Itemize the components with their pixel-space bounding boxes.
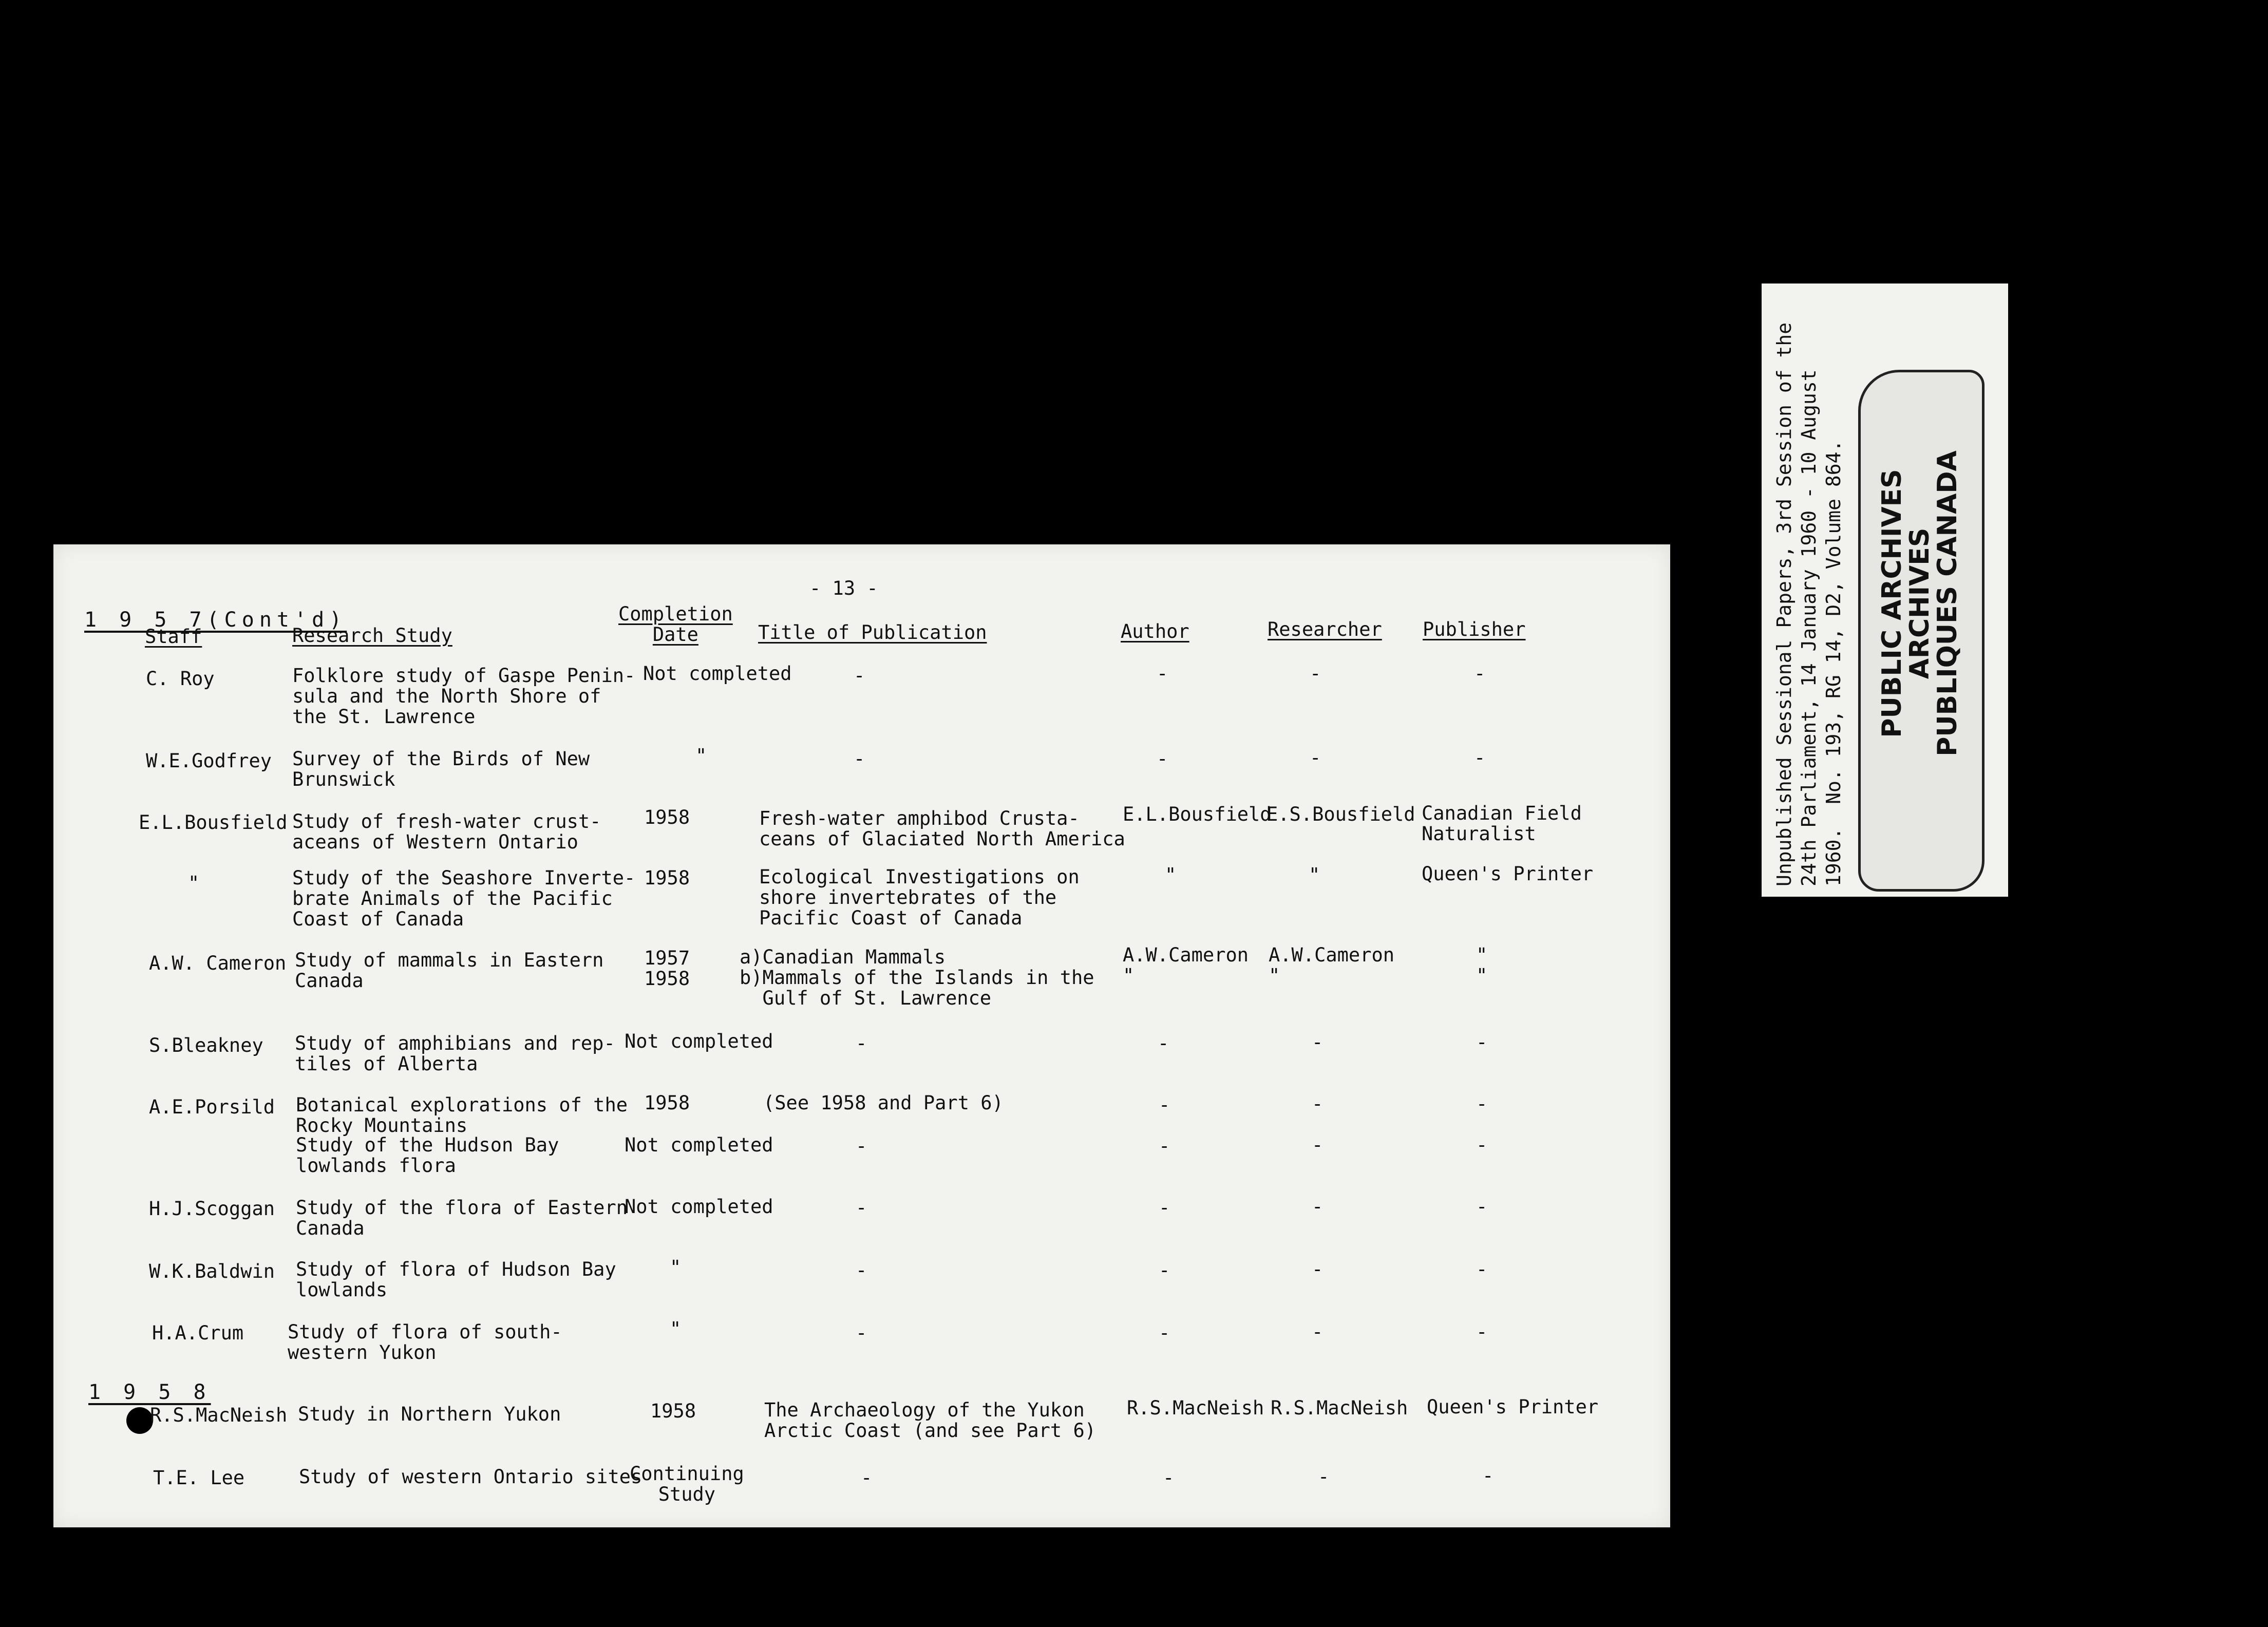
table-cell-study: Study of the flora of Eastern Canada: [296, 1197, 628, 1239]
table-cell-staff: C. Roy: [146, 668, 215, 690]
table-cell-date: Not completed: [625, 1196, 773, 1218]
table-cell-researcher: -: [1318, 1466, 1330, 1488]
table-cell-researcher: -: [1312, 1134, 1324, 1156]
header-author: Author: [1121, 620, 1189, 642]
table-cell-title: -: [856, 1197, 867, 1219]
header-research-study: Research Study: [292, 625, 452, 647]
archival-label: [1762, 283, 2008, 897]
table-cell-author: -: [1159, 1094, 1170, 1116]
table-cell-study: Study of amphibians and rep- tiles of Alberta: [295, 1032, 615, 1075]
table-cell-publisher: -: [1476, 1196, 1488, 1218]
table-cell-staff: H.A.Crum: [152, 1322, 244, 1344]
table-cell-date: Not completed: [625, 1134, 773, 1156]
table-cell-author: -: [1159, 1197, 1170, 1219]
table-cell-staff: S.Bleakney: [149, 1034, 263, 1056]
table-cell-researcher: -: [1312, 1093, 1324, 1115]
table-cell-study: Study of mammals in Eastern Canada: [295, 949, 604, 992]
table-cell-staff: E.L.Bousfield: [139, 811, 288, 834]
table-cell-staff: W.E.Godfrey: [146, 750, 272, 772]
table-cell-title: Ecological Investigations on shore invertebrates of the Pacific Coast of Canada: [759, 866, 1080, 929]
table-cell-researcher: -: [1310, 747, 1321, 769]
table-cell-title: Fresh-water amphibod Crusta- ceans of Glaciated North America: [759, 807, 1125, 850]
table-cell-study: Study of flora of Hudson Bay lowlands: [296, 1258, 616, 1301]
table-cell-publisher: -: [1476, 1093, 1488, 1115]
archives-stamp: [1858, 370, 1984, 892]
table-cell-author: -: [1159, 1135, 1170, 1157]
table-cell-publisher: -: [1474, 747, 1486, 769]
header-title-of-publication: Title of Publication: [758, 621, 987, 644]
table-cell-title: The Archaeology of the Yukon Arctic Coast (and see Part 6): [764, 1399, 1097, 1442]
document-page: [53, 544, 1670, 1527]
table-cell-date: 1958: [644, 806, 690, 828]
table-cell-study: Folklore study of Gaspe Penin- sula and the North Shore of the St. Lawrence: [292, 665, 636, 728]
table-cell-author: -: [1159, 1259, 1170, 1281]
table-cell-researcher: -: [1312, 1258, 1324, 1280]
table-cell-author: -: [1158, 1032, 1169, 1054]
table-cell-title: a)Canadian Mammals b)Mammals of the Islands in the Gulf of St. Lawrence: [740, 946, 1094, 1009]
table-cell-researcher: -: [1312, 1031, 1324, 1053]
table-cell-staff: W.K.Baldwin: [149, 1260, 275, 1282]
table-cell-date: 1958: [644, 867, 690, 889]
table-cell-study: Survey of the Birds of New Brunswick: [292, 748, 590, 790]
table-cell-publisher: -: [1482, 1465, 1494, 1487]
table-cell-staff: A.E.Porsild: [149, 1096, 275, 1118]
table-cell-publisher: Queen's Printer: [1427, 1396, 1599, 1418]
table-cell-staff: R.S.MacNeish: [150, 1404, 288, 1426]
table-cell-researcher: -: [1312, 1196, 1324, 1218]
year-heading-1957: 1 9 5 7(Cont'd): [84, 608, 347, 632]
table-cell-publisher: -: [1476, 1031, 1488, 1053]
table-cell-date: 1958: [650, 1400, 696, 1422]
table-cell-title: -: [854, 748, 865, 770]
table-cell-publisher: -: [1476, 1321, 1488, 1343]
table-cell-publisher: -: [1476, 1258, 1488, 1280]
table-cell-date: Not completed: [625, 1030, 773, 1052]
table-cell-date: Continuing Study: [630, 1463, 744, 1505]
table-cell-researcher: -: [1312, 1321, 1324, 1343]
table-cell-author: -: [1159, 1322, 1170, 1344]
table-cell-publisher: -: [1476, 1134, 1488, 1156]
table-cell-researcher: A.W.Cameron ": [1269, 944, 1395, 987]
table-cell-researcher: R.S.MacNeish: [1271, 1397, 1408, 1419]
table-cell-staff: ": [188, 872, 200, 894]
table-cell-staff: H.J.Scoggan: [149, 1198, 275, 1220]
table-cell-staff: T.E. Lee: [153, 1467, 245, 1489]
punch-hole: [126, 1407, 153, 1434]
table-cell-author: -: [1157, 748, 1168, 770]
table-cell-title: -: [854, 665, 865, 687]
table-cell-study: Study in Northern Yukon: [298, 1403, 561, 1425]
table-cell-title: -: [856, 1032, 867, 1054]
table-cell-title: -: [856, 1135, 867, 1157]
header-publisher: Publisher: [1423, 618, 1526, 640]
table-cell-publisher: " ": [1476, 944, 1488, 987]
table-cell-study: Study of fresh-water crust- aceans of Western Ontario: [292, 810, 601, 853]
table-cell-date: Not completed: [643, 663, 792, 685]
table-cell-author: A.W.Cameron ": [1123, 944, 1249, 987]
archives-stamp-text: PUBLIC ARCHIVES ARCHIVES PUBLIQUES CANADA: [1877, 450, 1963, 756]
year-heading-1958: 1 9 5 8: [88, 1380, 211, 1404]
table-cell-title: -: [856, 1259, 867, 1281]
table-cell-title: (See 1958 and Part 6): [763, 1092, 1004, 1114]
table-cell-date: 1958: [644, 1092, 690, 1114]
table-cell-study: Study of the Seashore Inverte- brate Animals of the Pacific Coast of Canada: [292, 867, 636, 930]
table-cell-publisher: Queen's Printer: [1422, 863, 1594, 885]
table-cell-researcher: -: [1310, 663, 1321, 685]
table-cell-publisher: -: [1474, 663, 1486, 685]
header-researcher: Researcher: [1268, 618, 1382, 640]
table-cell-author: -: [1163, 1467, 1175, 1489]
table-cell-staff: A.W. Cameron: [149, 952, 287, 974]
table-cell-study: Study of the Hudson Bay lowlands flora: [296, 1134, 559, 1177]
table-cell-title: -: [856, 1322, 867, 1344]
archival-citation: Unpublished Sessional Papers, 3rd Session of the 24th Parliament, 14 January 1960 - 10 August 1960. No. 193, RG 14, D2, Volume 864.: [1773, 322, 1845, 886]
header-completion-date: Completion Date: [618, 603, 733, 646]
table-cell-author: ": [1165, 864, 1177, 886]
table-cell-researcher: E.S.Bousfield: [1267, 803, 1415, 825]
table-cell-author: -: [1157, 663, 1168, 685]
table-cell-study: Study of western Ontario sites: [299, 1466, 642, 1488]
table-cell-study: Botanical explorations of the Rocky Mountains: [296, 1094, 628, 1137]
table-cell-date: ": [670, 1256, 682, 1278]
table-cell-title: -: [861, 1467, 873, 1489]
table-cell-date: ": [695, 745, 707, 767]
table-cell-study: Study of flora of south- western Yukon: [288, 1321, 562, 1364]
table-cell-researcher: ": [1309, 864, 1320, 886]
table-cell-author: R.S.MacNeish: [1127, 1397, 1264, 1419]
header-staff: Staff: [145, 626, 202, 648]
table-cell-date: 1957 1958: [644, 947, 690, 990]
table-cell-date: ": [670, 1318, 682, 1340]
table-cell-author: E.L.Bousfield: [1123, 803, 1272, 825]
table-cell-publisher: Canadian Field Naturalist: [1422, 802, 1582, 845]
page-number: - 13 -: [809, 577, 878, 599]
